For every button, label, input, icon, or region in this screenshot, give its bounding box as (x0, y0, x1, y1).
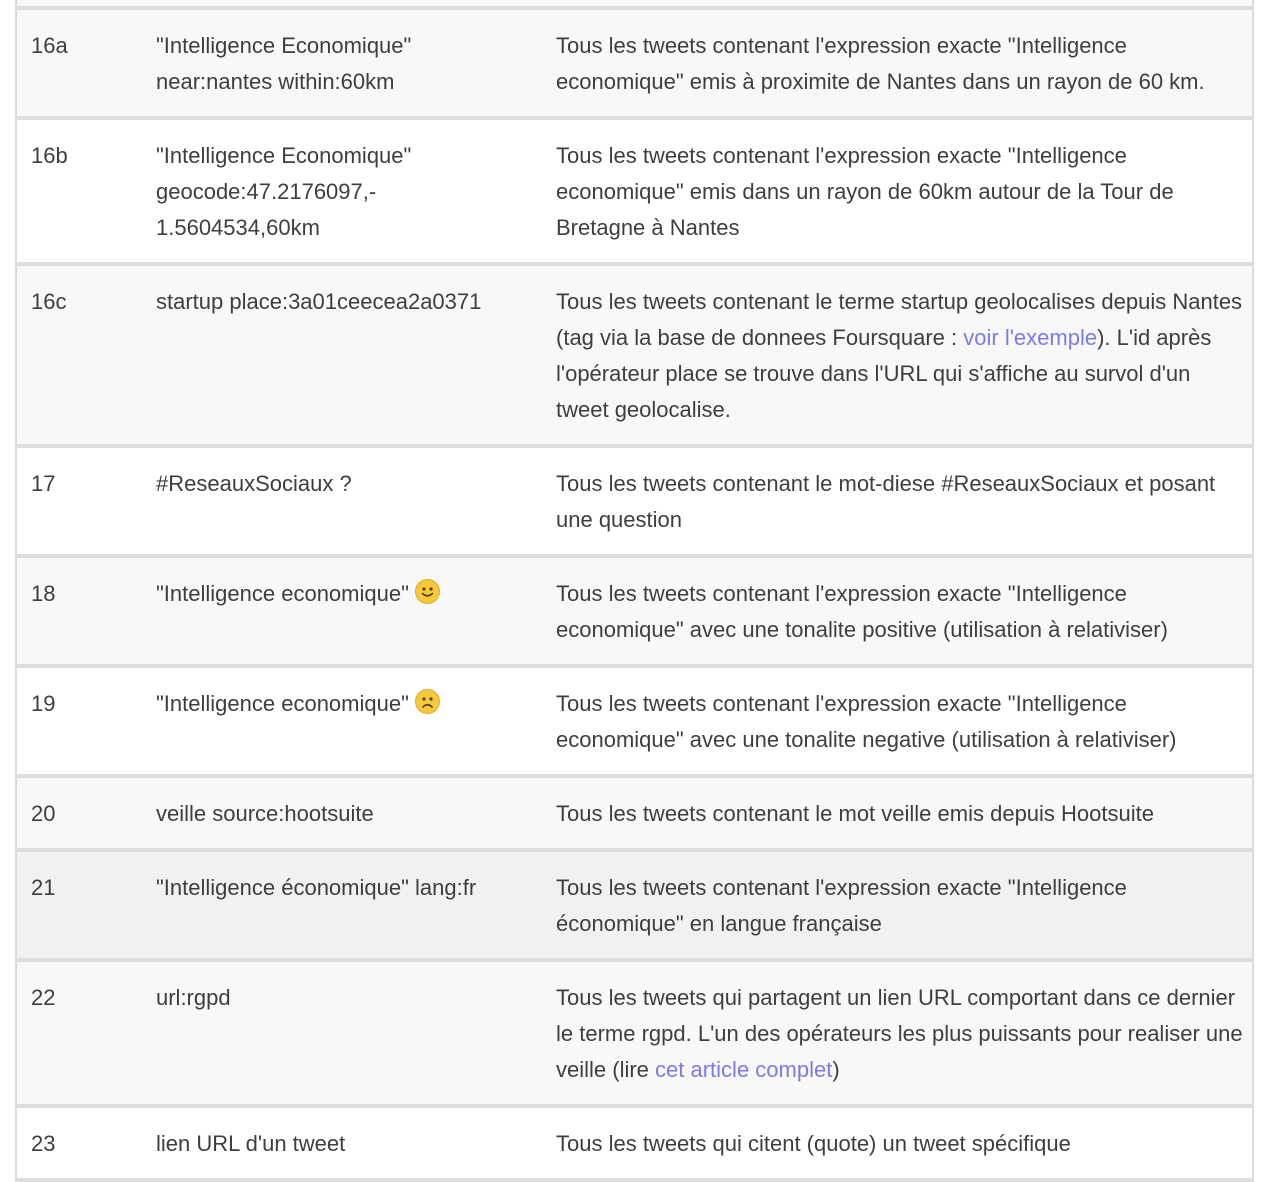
table-row (17, 666, 1252, 776)
row-number: 22 (17, 960, 140, 1106)
row-number: 16b (17, 118, 140, 264)
row-query: startup place:3a01ceecea2a0371 (140, 264, 540, 446)
table-row (17, 118, 1252, 264)
row-description: Tous les tweets contenant l'expression exacte "Intelligence economique" avec une tonalite positive (utilisation à relativiser) (540, 556, 1252, 666)
frowning-face-icon (415, 689, 440, 714)
row-query (140, 556, 540, 666)
table-row (17, 960, 1252, 1106)
description-text: Tous les tweets contenant le terme startup geolocalises depuis Nantes (tag via la base de donnees Foursquare : (556, 289, 1243, 350)
row-query-line: geocode:47.2176097,- (156, 179, 377, 204)
row-query: #ReseauxSociaux ? (140, 446, 540, 556)
table-row (17, 850, 1252, 960)
example-link[interactable]: voir l'exemple (963, 325, 1098, 350)
row-number: 18 (17, 556, 140, 666)
row-description: Tous les tweets qui citent (quote) un tweet spécifique (540, 1106, 1252, 1180)
row-description: Tous les tweets contenant le mot veille emis depuis Hootsuite (540, 776, 1252, 850)
smiling-face-icon (415, 579, 440, 604)
description-text: ). L'id après l'opérateur place se trouve dans l'URL qui s'affiche au survol d'un tweet geolocalise. (556, 325, 1212, 422)
row-description (540, 264, 1252, 446)
table-row (17, 8, 1252, 118)
row-description (540, 960, 1252, 1106)
row-number: 20 (17, 776, 140, 850)
table-row (17, 776, 1252, 850)
row-query-line: "Intelligence Economique" (156, 143, 412, 168)
row-query-text: "Intelligence economique" (156, 691, 409, 716)
row-query-text: "Intelligence economique" (156, 581, 409, 606)
row-description: Tous les tweets contenant l'expression exacte "Intelligence economique" emis dans un rayon de 60km autour de la Tour de Bretagne à Nantes (540, 118, 1252, 264)
row-query: lien URL d'un tweet (140, 1106, 540, 1180)
row-number: 21 (17, 850, 140, 960)
table-row (17, 446, 1252, 556)
row-query: url:rgpd (140, 960, 540, 1106)
article-link[interactable]: cet article complet (655, 1057, 833, 1082)
row-number: 23 (17, 1106, 140, 1180)
row-number: 19 (17, 666, 140, 776)
operators-table (17, 6, 1252, 1182)
operators-table-container (15, 0, 1254, 1182)
row-description: Tous les tweets contenant l'expression exacte "Intelligence économique" en langue française (540, 850, 1252, 960)
row-query: "Intelligence Economique" near:nantes within:60km (140, 8, 540, 118)
row-description: Tous les tweets contenant l'expression exacte "Intelligence economique" avec une tonalite negative (utilisation à relativiser) (540, 666, 1252, 776)
table-row (17, 264, 1252, 446)
row-number: 17 (17, 446, 140, 556)
row-query (140, 666, 540, 776)
table-row (17, 1106, 1252, 1180)
row-description: Tous les tweets contenant l'expression exacte "Intelligence economique" emis à proximite de Nantes dans un rayon de 60 km. (540, 8, 1252, 118)
row-query-line: 1.5604534,60km (156, 215, 320, 240)
row-description: Tous les tweets contenant le mot-diese #ReseauxSociaux et posant une question (540, 446, 1252, 556)
table-row (17, 556, 1252, 666)
row-number: 16a (17, 8, 140, 118)
row-query (140, 118, 540, 264)
row-query: "Intelligence économique" lang:fr (140, 850, 540, 960)
description-text: Tous les tweets qui partagent un lien URL comportant dans ce dernier le terme rgpd. L'un des opérateurs les plus puissants pour realiser une veille (lire (556, 985, 1243, 1082)
row-query: veille source:hootsuite (140, 776, 540, 850)
description-text: ) (832, 1057, 840, 1082)
row-number: 16c (17, 264, 140, 446)
